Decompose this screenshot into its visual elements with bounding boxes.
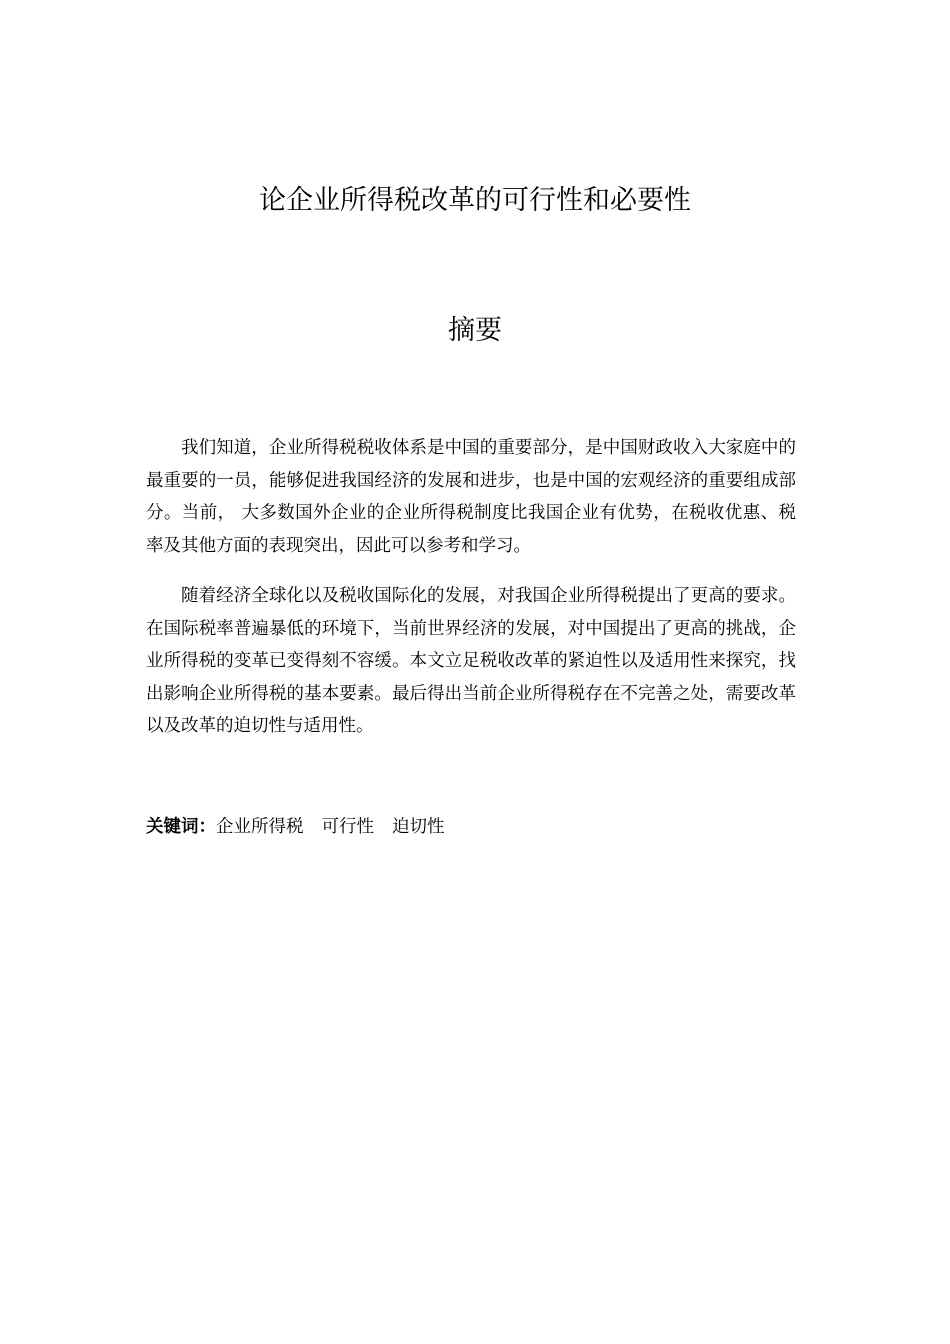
keywords-label: 关键词： — [146, 817, 216, 837]
keyword-item: 可行性 — [321, 817, 374, 837]
keyword-item: 企业所得税 — [216, 817, 304, 837]
abstract-paragraph-1: 我们知道，企业所得税税收体系是中国的重要部分，是中国财政收入大家庭中的最重要的一员，能够促进我国经济的发展和进步，也是中国的宏观经济的重要组成部分。当前， 大多数国外企业的企业所得税制度比我国企业有优势，在税收优惠、税率及其他方面的表现突出，因此可以参考和学习。 — [146, 438, 796, 556]
keyword-item: 迫切性 — [392, 817, 445, 837]
keywords-line — [146, 813, 796, 841]
paper-title: 论企业所得税改革的可行性和必要性 — [259, 185, 691, 216]
abstract-heading: 摘要 — [448, 315, 502, 346]
abstract-paragraph-2: 随着经济全球化以及税收国际化的发展，对我国企业所得税提出了更高的要求。在国际税率普遍暴低的环境下，当前世界经济的发展，对中国提出了更高的挑战，企业所得税的变革已变得刻不容缓。本文立足税收改革的紧迫性以及适用性来探究，找出影响企业所得税的基本要素。最后得出当前企业所得税存在不完善之处，需要改革以及改革的迫切性与适用性。 — [146, 586, 796, 736]
